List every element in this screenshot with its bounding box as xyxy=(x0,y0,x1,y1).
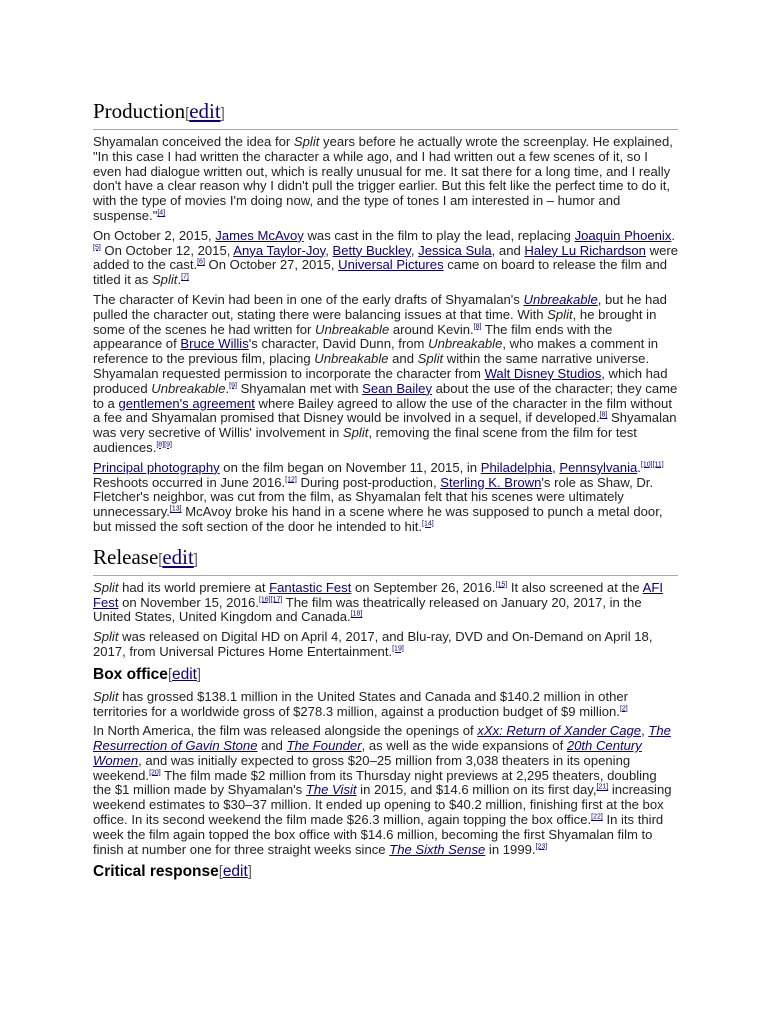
text: , as well as the wide expansions of xyxy=(361,738,567,754)
link-bruce-willis[interactable]: Bruce Willis xyxy=(180,336,249,352)
text: , removing the final scene from the film for test audiences. xyxy=(93,425,637,455)
text: In North America, the film was released alongside the openings of xyxy=(93,723,478,739)
text: on the film began on November 11, 2015, in xyxy=(219,459,481,475)
reference-link[interactable]: [13] xyxy=(169,505,182,513)
text: had its world premiere at xyxy=(118,579,270,595)
edit-link-box-office[interactable]: edit xyxy=(171,665,197,683)
link-gentlemens-agreement[interactable]: gentlemen's agreement xyxy=(118,395,255,411)
text: It also screened at the xyxy=(507,579,643,595)
edit-bracket-close: ] xyxy=(247,864,252,881)
link-unbreakable[interactable]: Unbreakable xyxy=(523,291,598,307)
paragraph-box-office-2 xyxy=(93,724,678,857)
text: In its third week the film again topped the box office with $14.6 million, becoming the first Shyamalan film to finish at number one for three straight weeks since xyxy=(93,812,664,857)
italic-title: Split xyxy=(293,134,320,149)
edit-bracket-open: [ xyxy=(167,666,172,683)
edit-link-production[interactable]: edit xyxy=(189,99,221,123)
text: The film was theatrically released on January 20, 2017, in the United States, United Kingdom and Canada. xyxy=(93,594,642,625)
text: was released on Digital HD on April 4, 2017, and Blu-ray, DVD and On-Demand on April 18, 2017, from Universal Pictures Home Entertainment. xyxy=(93,629,653,659)
link-the-founder[interactable]: The Founder xyxy=(286,738,362,754)
link-philadelphia[interactable]: Philadelphia xyxy=(480,459,553,475)
reference-link[interactable]: [8][9] xyxy=(156,441,172,449)
heading-text: Production xyxy=(93,99,186,123)
section-heading-critical-response xyxy=(93,862,678,882)
link-anya-taylor-joy[interactable]: Anya Taylor-Joy xyxy=(233,242,326,258)
reference-link[interactable]: [5] xyxy=(93,244,101,252)
italic-title: Split xyxy=(547,306,573,322)
text: , and was initially expected to gross $20–25 million from 3,038 theaters in its opening weekend. xyxy=(93,752,631,783)
link-pennsylvania[interactable]: Pennsylvania xyxy=(559,459,638,475)
paragraph-production-4 xyxy=(93,461,678,535)
edit-bracket-open: [ xyxy=(218,864,223,881)
text: increasing weekend estimates to $30–37 million. It ended up opening to $40.2 million, finishing first at the box office. In its second weekend the film made $26.3 million, again topping the box office. xyxy=(93,782,672,828)
reference-link[interactable]: [18] xyxy=(350,610,363,618)
edit-bracket-close: ] xyxy=(193,551,198,568)
text: 's role as Shaw, Dr. Fletcher's neighbor, was cut from the film, as Shyamalan felt that his scenes were ultimately unnecessary. xyxy=(93,474,654,520)
link-20th-century-women[interactable]: 20th Century Women xyxy=(93,738,642,768)
text: around Kevin. xyxy=(389,321,474,337)
edit-bracket-close: ] xyxy=(196,666,201,683)
text: has grossed $138.1 million in the United States and Canada and $140.2 million in other territories for a worldwide gross of $278.3 million, against a production budget of $9 million. xyxy=(93,688,629,719)
text: were added to the cast. xyxy=(93,242,678,273)
text: , he brought in some of the scenes he had written for xyxy=(93,306,657,337)
reference-link[interactable]: [9] xyxy=(229,382,237,390)
paragraph-release-2 xyxy=(93,630,678,660)
text: , who makes a comment in reference to the previous film, placing xyxy=(93,336,659,367)
italic-title: Split xyxy=(342,425,369,441)
text: Shyamalan met with xyxy=(236,380,363,396)
text: about the use of the character; they came to a xyxy=(93,380,678,411)
edit-bracket-open: [ xyxy=(185,106,190,122)
text: On October 27, 2015, xyxy=(204,257,339,273)
reference-link[interactable]: [8] xyxy=(473,323,482,331)
link-the-sixth-sense[interactable]: The Sixth Sense xyxy=(389,841,486,857)
link-principal-photography[interactable]: Principal photography xyxy=(93,459,220,475)
italic-title: Unbreakable xyxy=(428,336,503,352)
text: , xyxy=(325,242,333,258)
text: in 2015, and $14.6 million on its first day, xyxy=(356,782,597,798)
text: . xyxy=(671,227,676,243)
text: The film ends with the appearance of xyxy=(93,321,613,352)
text: , which had produced xyxy=(93,365,668,396)
reference-link[interactable]: [2] xyxy=(619,705,628,713)
link-walt-disney-studios[interactable]: Walt Disney Studios xyxy=(484,365,602,381)
italic-title: Split xyxy=(151,272,178,288)
text: years before he actually wrote the screenplay. He explained, "In this case I had written the character a while ago, and I had written out a few scenes of it, so I even had dialogue written out, which is really unusual for me. It sat there for a long time, and I really don't have a clear reason why I didn't pull the trigger earlier. But this felt like the perfect time to do it, with the type of movies I'm doing now, and the type of tones I am interested in – humor and suspense." xyxy=(93,134,673,223)
section-heading-release xyxy=(93,544,678,576)
text: within the same narrative universe. Shyamalan requested permission to incorporate the character from xyxy=(93,351,650,381)
section-heading-production xyxy=(93,98,678,130)
paragraph-release-1 xyxy=(93,581,678,625)
text: The film made $2 million from its Thursday night previews at 2,295 theaters, doubling the $1 million made by Shyamalan's xyxy=(93,767,657,798)
reference-link[interactable]: [10][11] xyxy=(640,461,664,469)
text: During post-production, xyxy=(296,474,441,490)
reference-link[interactable]: [19] xyxy=(392,645,404,653)
reference-link[interactable]: [16][17] xyxy=(258,596,283,604)
italic-title: Split xyxy=(93,579,119,595)
heading-text: Release xyxy=(93,544,159,569)
edit-bracket-open: [ xyxy=(158,551,163,568)
text: on November 15, 2016. xyxy=(118,594,259,610)
link-fantastic-fest[interactable]: Fantastic Fest xyxy=(269,579,352,595)
text: was cast in the film to play the lead, replacing xyxy=(303,227,575,243)
reference-link[interactable]: [8] xyxy=(599,411,608,419)
link-resurrection-of-gavin-stone[interactable]: The Resurrection of Gavin Stone xyxy=(93,723,671,754)
text: Shyamalan was very secretive of Willis' involvement in xyxy=(93,410,677,441)
italic-title: Unbreakable xyxy=(315,321,390,337)
link-james-mcavoy[interactable]: James McAvoy xyxy=(215,227,304,243)
link-sean-bailey[interactable]: Sean Bailey xyxy=(362,380,432,396)
paragraph-production-1 xyxy=(93,135,678,224)
text: On October 12, 2015, xyxy=(100,242,234,258)
italic-title: Unbreakable xyxy=(314,351,389,367)
link-jessica-sula[interactable]: Jessica Sula xyxy=(418,242,492,258)
paragraph-production-2 xyxy=(93,229,678,288)
reference-link[interactable]: [14] xyxy=(422,520,434,528)
text: McAvoy broke his hand in a scene where he was supposed to punch a metal door, but missed the soft section of the door he intended to hit. xyxy=(93,504,663,534)
text: in 1999. xyxy=(485,841,536,857)
text: On October 2, 2015, xyxy=(93,227,216,243)
italic-title: Split xyxy=(93,629,119,645)
text: , xyxy=(641,723,649,739)
italic-title: Split xyxy=(417,351,444,367)
text: , xyxy=(410,242,419,258)
text: 's character, David Dunn, from xyxy=(248,336,429,352)
article-body xyxy=(93,98,678,887)
reference-link[interactable]: [23] xyxy=(535,843,548,851)
edit-link-critical-response[interactable]: edit xyxy=(222,863,248,881)
heading-text: Box office xyxy=(93,665,168,683)
italic-title: Split xyxy=(93,688,119,704)
text: . xyxy=(637,459,641,475)
text: on September 26, 2016. xyxy=(351,579,496,595)
text: . xyxy=(225,380,230,396)
reference-link[interactable]: [7] xyxy=(181,273,189,281)
link-betty-buckley[interactable]: Betty Buckley xyxy=(332,242,411,258)
link-afi-fest[interactable]: AFI Fest xyxy=(93,579,663,610)
text: Reshoots occurred in June 2016. xyxy=(93,474,286,490)
section-heading-box-office xyxy=(93,665,678,685)
text: and xyxy=(257,738,287,754)
reference-link[interactable]: [6] xyxy=(197,259,205,267)
edit-bracket-close: ] xyxy=(220,106,225,122)
link-joaquin-phoenix[interactable]: Joaquin Phoenix xyxy=(574,227,672,243)
reference-link[interactable]: [20] xyxy=(149,769,161,777)
text: , xyxy=(552,459,560,475)
text: and xyxy=(388,351,418,367)
text: came on board to release the film and titled it as xyxy=(93,257,668,288)
link-xxx-return-of-xander-cage[interactable]: xXx: Return of Xander Cage xyxy=(477,723,642,739)
heading-text: Critical response xyxy=(93,863,219,881)
reference-link[interactable]: [4] xyxy=(157,209,166,217)
reference-link[interactable]: [15] xyxy=(495,581,508,589)
text: . xyxy=(177,272,182,288)
paragraph-production-3 xyxy=(93,293,678,456)
italic-title: Unbreakable xyxy=(151,380,226,396)
link-the-visit[interactable]: The Visit xyxy=(305,782,357,798)
reference-link[interactable]: [12] xyxy=(285,476,297,484)
text: where Bailey agreed to allow the use of the character in the film without a fee and Shyamalan promised that Disney would be involved in a sequel, if developed. xyxy=(93,395,672,426)
text: , and xyxy=(491,242,525,258)
reference-link[interactable]: [21] xyxy=(596,784,609,792)
text: The character of Kevin had been in one of the early drafts of Shyamalan's xyxy=(93,291,524,307)
link-universal-pictures[interactable]: Universal Pictures xyxy=(338,257,444,273)
link-haley-lu-richardson[interactable]: Haley Lu Richardson xyxy=(524,242,646,258)
text: , but he had pulled the character out, stating there were balancing issues at that time. With xyxy=(93,291,667,322)
edit-link-release[interactable]: edit xyxy=(162,544,194,569)
text: Shyamalan conceived the idea for xyxy=(93,134,294,149)
reference-link[interactable]: [22] xyxy=(591,813,603,821)
link-sterling-k-brown[interactable]: Sterling K. Brown xyxy=(440,474,542,490)
paragraph-box-office-1 xyxy=(93,690,678,720)
